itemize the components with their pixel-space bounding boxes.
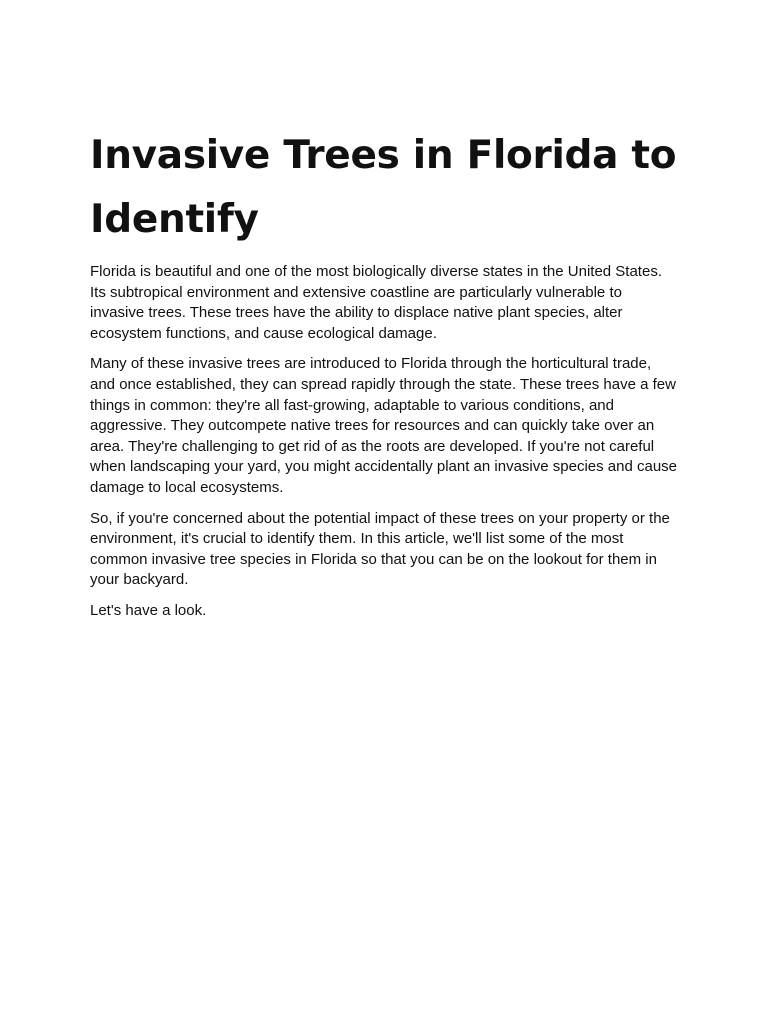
page-title: Invasive Trees in Florida to Identify xyxy=(90,133,677,242)
paragraph-intro: Florida is beautiful and one of the most biologically diverse states in the United States. Its subtropical environment and extensive coastline are particularly vulnerable to invasive trees. These trees have the ability to displace native plant species, alter ecosystem functions, and cause ecological damage. xyxy=(90,263,662,342)
paragraph-identify: So, if you're concerned about the potential impact of these trees on your property or the environment, it's crucial to identify them. In this article, we'll list some of the most common invasive tree species in Florida so that you can be on the lookout for them in your backyard. xyxy=(90,509,670,589)
document-page xyxy=(90,124,680,632)
paragraph-closing: Let's have a look. xyxy=(90,601,207,619)
paragraph-introduction-trade: Many of these invasive trees are introduced to Florida through the horticultural trade, and once established, they can spread rapidly through the state. These trees have a few things in common: they're all fast-growing, adaptable to various conditions, and aggressive. They outcompete native trees for resources and can quickly take over an area. They're challenging to get rid of as the roots are developed. If you're not careful when landscaping your yard, you might accidentally plant an invasive species and cause damage to local ecosystems. xyxy=(90,355,678,496)
